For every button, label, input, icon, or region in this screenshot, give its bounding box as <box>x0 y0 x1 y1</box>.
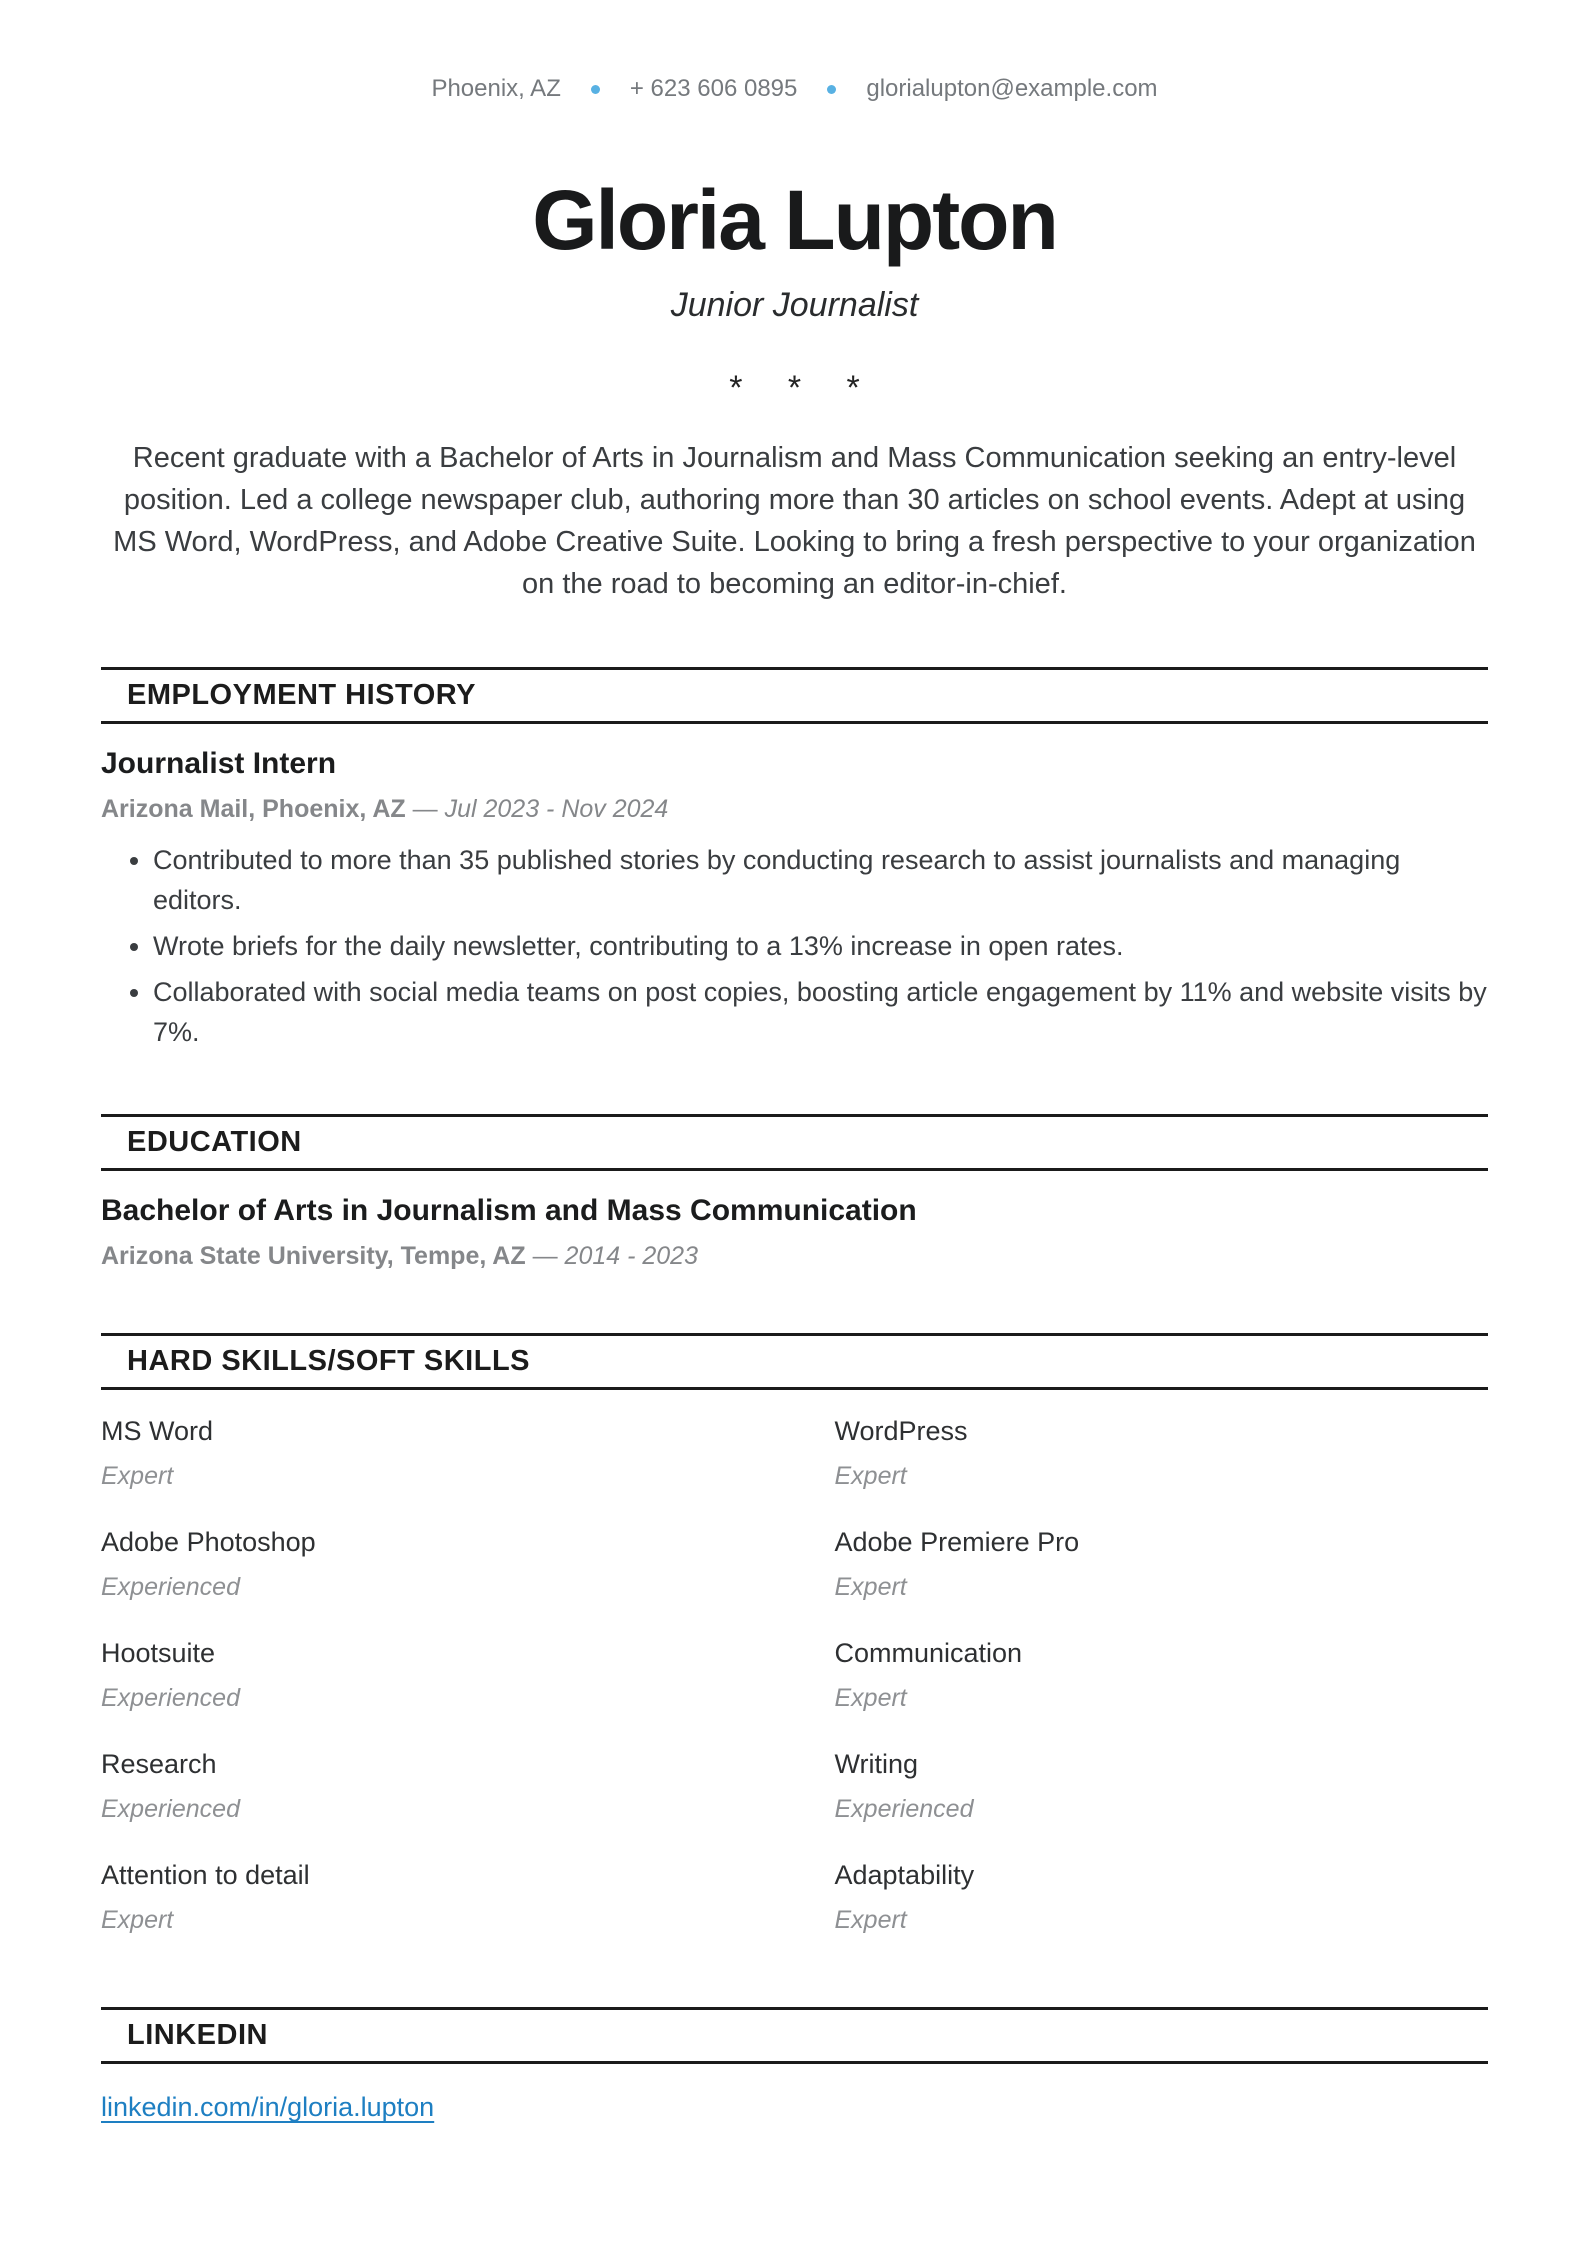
job-dash: — <box>412 795 438 824</box>
section-heading-linkedin: LINKEDIN <box>101 2007 1488 2064</box>
separator-dot-icon <box>591 85 600 94</box>
skill-level: Expert <box>101 1906 174 1935</box>
skill-level: Experienced <box>101 1684 240 1713</box>
section-heading-employment: EMPLOYMENT HISTORY <box>101 667 1488 724</box>
skill-item <box>101 1416 755 1491</box>
job-title: Journalist Intern <box>101 747 337 781</box>
skill-item <box>835 1860 1489 1935</box>
skill-name: Attention to detail <box>101 1860 310 1891</box>
skill-item <box>835 1749 1489 1824</box>
skill-level: Experienced <box>101 1573 240 1602</box>
skill-name: Research <box>101 1749 217 1780</box>
education-dates: 2014 - 2023 <box>564 1242 698 1271</box>
job-bullet: • Wrote briefs for the daily newsletter, contributing to a 13% increase in open rates. <box>153 926 1488 966</box>
skill-name: WordPress <box>834 1416 968 1447</box>
candidate-name: Gloria Lupton <box>532 173 1057 268</box>
skill-level: Experienced <box>101 1795 240 1824</box>
skill-name: Adobe Premiere Pro <box>834 1527 1080 1558</box>
linkedin-profile-link[interactable]: linkedin.com/in/gloria.lupton <box>101 2092 435 2123</box>
skill-name: Hootsuite <box>101 1638 216 1669</box>
contact-bar <box>101 76 1488 102</box>
job-dates: Jul 2023 - Nov 2024 <box>444 795 669 824</box>
skill-level: Expert <box>834 1462 907 1491</box>
skill-name: Adobe Photoshop <box>101 1527 316 1558</box>
skill-item <box>835 1416 1489 1491</box>
skill-level: Expert <box>834 1573 907 1602</box>
candidate-job-title: Junior Journalist <box>670 286 919 325</box>
degree-title: Bachelor of Arts in Journalism and Mass Communication <box>101 1194 917 1228</box>
skill-item <box>101 1749 755 1824</box>
asterisk-divider: * * * <box>729 369 878 408</box>
skill-name: Communication <box>834 1638 1023 1669</box>
education-meta <box>101 1242 1488 1271</box>
education-dash: — <box>532 1242 558 1271</box>
skill-item <box>101 1860 755 1935</box>
skill-name: MS Word <box>101 1416 214 1447</box>
skill-item <box>835 1638 1489 1713</box>
skill-level: Expert <box>834 1906 907 1935</box>
location-text: Phoenix, AZ <box>431 75 561 102</box>
employment-entry <box>101 747 1488 1052</box>
summary-paragraph: Recent graduate with a Bachelor of Arts in Journalism and Mass Communication seeking an entry-level position. Led a college newspaper club, authoring more than 30 articles on school events. Adept at using MS Word, WordPress, and Adobe Creative Suite. Looking to bring a fresh perspective to your organization on the road to becoming an editor-in-chief. <box>113 442 1476 601</box>
skill-level: Expert <box>101 1462 174 1491</box>
skill-name: Writing <box>834 1749 919 1780</box>
skill-item <box>835 1527 1489 1602</box>
skills-grid <box>101 1416 1488 1971</box>
skill-level: Expert <box>834 1684 907 1713</box>
school-name: Arizona State University, Tempe, AZ <box>101 1242 526 1271</box>
section-heading-education: EDUCATION <box>101 1114 1488 1171</box>
skill-item <box>101 1527 755 1602</box>
education-entry <box>101 1194 1488 1271</box>
job-bullet: • Contributed to more than 35 published stories by conducting research to assist journalists and managing editors. <box>153 840 1488 920</box>
email-text: glorialupton@example.com <box>866 75 1158 102</box>
phone-text: + 623 606 0895 <box>629 75 798 102</box>
job-bullet-list <box>101 840 1488 1052</box>
skill-level: Experienced <box>834 1795 974 1824</box>
skill-name: Adaptability <box>834 1860 975 1891</box>
skill-item <box>101 1638 755 1713</box>
job-meta <box>101 795 1488 824</box>
job-bullet: • Collaborated with social media teams on post copies, boosting article engagement by 11% and website visits by 7%. <box>153 972 1488 1052</box>
separator-dot-icon <box>827 85 836 94</box>
job-company: Arizona Mail, Phoenix, AZ <box>101 795 406 824</box>
section-heading-skills: HARD SKILLS/SOFT SKILLS <box>101 1333 1488 1390</box>
